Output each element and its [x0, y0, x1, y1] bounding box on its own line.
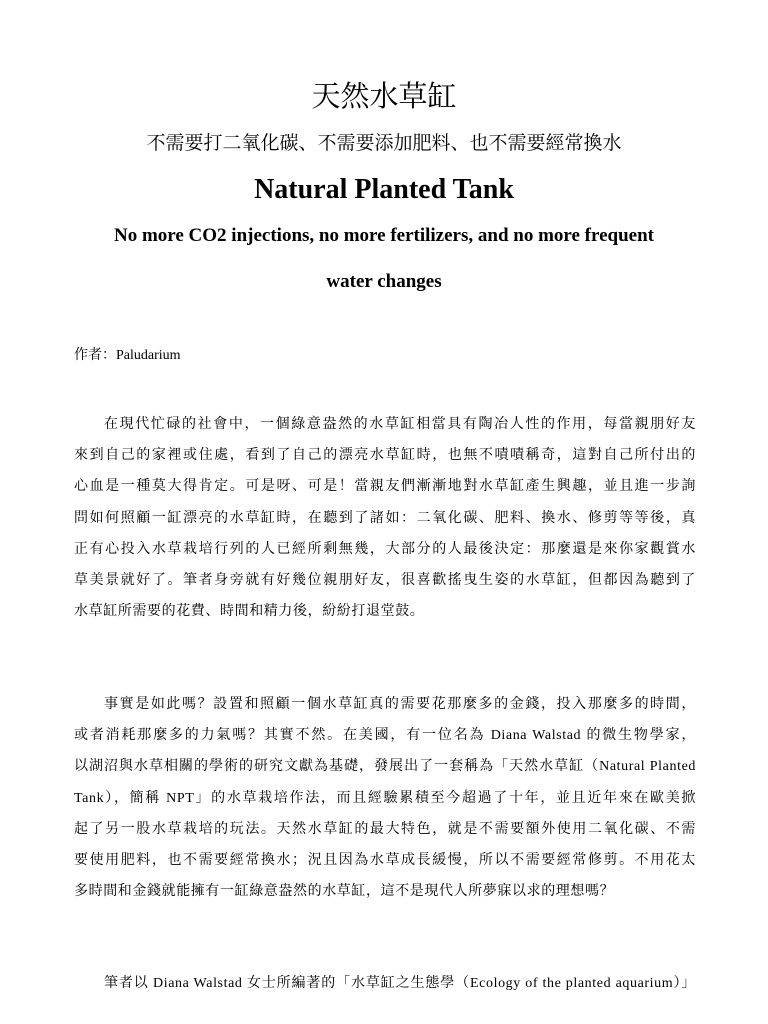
author-line: 作者：Paludarium: [74, 348, 181, 363]
paragraph-line: 筆者以 Diana Walstad 女士所編著的「水草缸之生態學（Ecology of the planted aquarium）」: [104, 976, 696, 991]
paragraph-line: 或者消耗那麼多的力氣嗎？其實不然。在美國，有一位名為 Diana Walstad 的微生物學家，: [74, 728, 696, 744]
paragraph-line: 心血是一種莫大得肯定。可是呀、可是！當親友們漸漸地對水草缸產生興趣，並且進一步詢: [74, 479, 696, 495]
paragraph-line: 事實是如此嗎？設置和照顧一個水草缸真的需要花那麼多的金錢，投入那麼多的時間，: [104, 697, 696, 712]
paragraph-line: 多時間和金錢就能擁有一缸綠意盎然的水草缸，這不是現代人所夢寐以求的理想嗎？: [74, 884, 615, 900]
paragraph-line: Tank），簡稱 NPT」的水草栽培作法，而且經驗累積至今超過了十年，並且近年來在歐美掀: [74, 790, 696, 806]
subtitle-english-line-2: water changes: [326, 271, 442, 292]
paragraph-line: 以湖沼與水草相關的學術的研究文獻為基礎，發展出了一套稱為「天然水草缸（Natural Planted: [74, 759, 696, 775]
title-english: Natural Planted Tank: [254, 174, 514, 205]
paragraph-line: 起了另一股水草栽培的玩法。天然水草缸的最大特色，就是不需要額外使用二氧化碳、不需: [74, 821, 696, 837]
paragraph-line: 問如何照顧一缸漂亮的水草缸時，在聽到了諸如：二氧化碳、肥料、換水、修剪等等後，真: [74, 510, 696, 526]
paragraph-line: 要使用肥料，也不需要經常換水；況且因為水草成長緩慢，所以不需要經常修剪。不用花太: [74, 852, 696, 868]
paragraph-line: 在現代忙碌的社會中，一個綠意盎然的水草缸相當具有陶冶人性的作用，每當親朋好友: [104, 417, 696, 432]
paragraph-line: 水草缸所需要的花費、時間和精力後，紛紛打退堂鼓。: [74, 604, 425, 620]
subtitle-english-line-1: No more CO2 injections, no more fertilizers, and no more frequent: [113, 225, 654, 246]
paragraph-1: [74, 409, 696, 627]
paragraph-line: 草美景就好了。筆者身旁就有好幾位親朋好友，很喜歡搖曳生姿的水草缸，但都因為聽到了: [74, 572, 696, 588]
paragraph-3: [74, 968, 696, 999]
paragraph-line: 來到自己的家裡或住處，看到了自己的漂亮水草缸時，也無不嘖嘖稱奇，這對自己所付出的: [74, 448, 696, 464]
paragraph-line: 正有心投入水草栽培行列的人已經所剩無幾，大部分的人最後決定：那麼還是來你家觀賞水: [74, 541, 696, 557]
title-chinese: 天然水草缸: [311, 79, 457, 113]
paragraph-2: [74, 689, 696, 907]
subtitle-chinese: 不需要打二氧化碳、不需要添加肥料、也不需要經常換水: [146, 132, 622, 154]
